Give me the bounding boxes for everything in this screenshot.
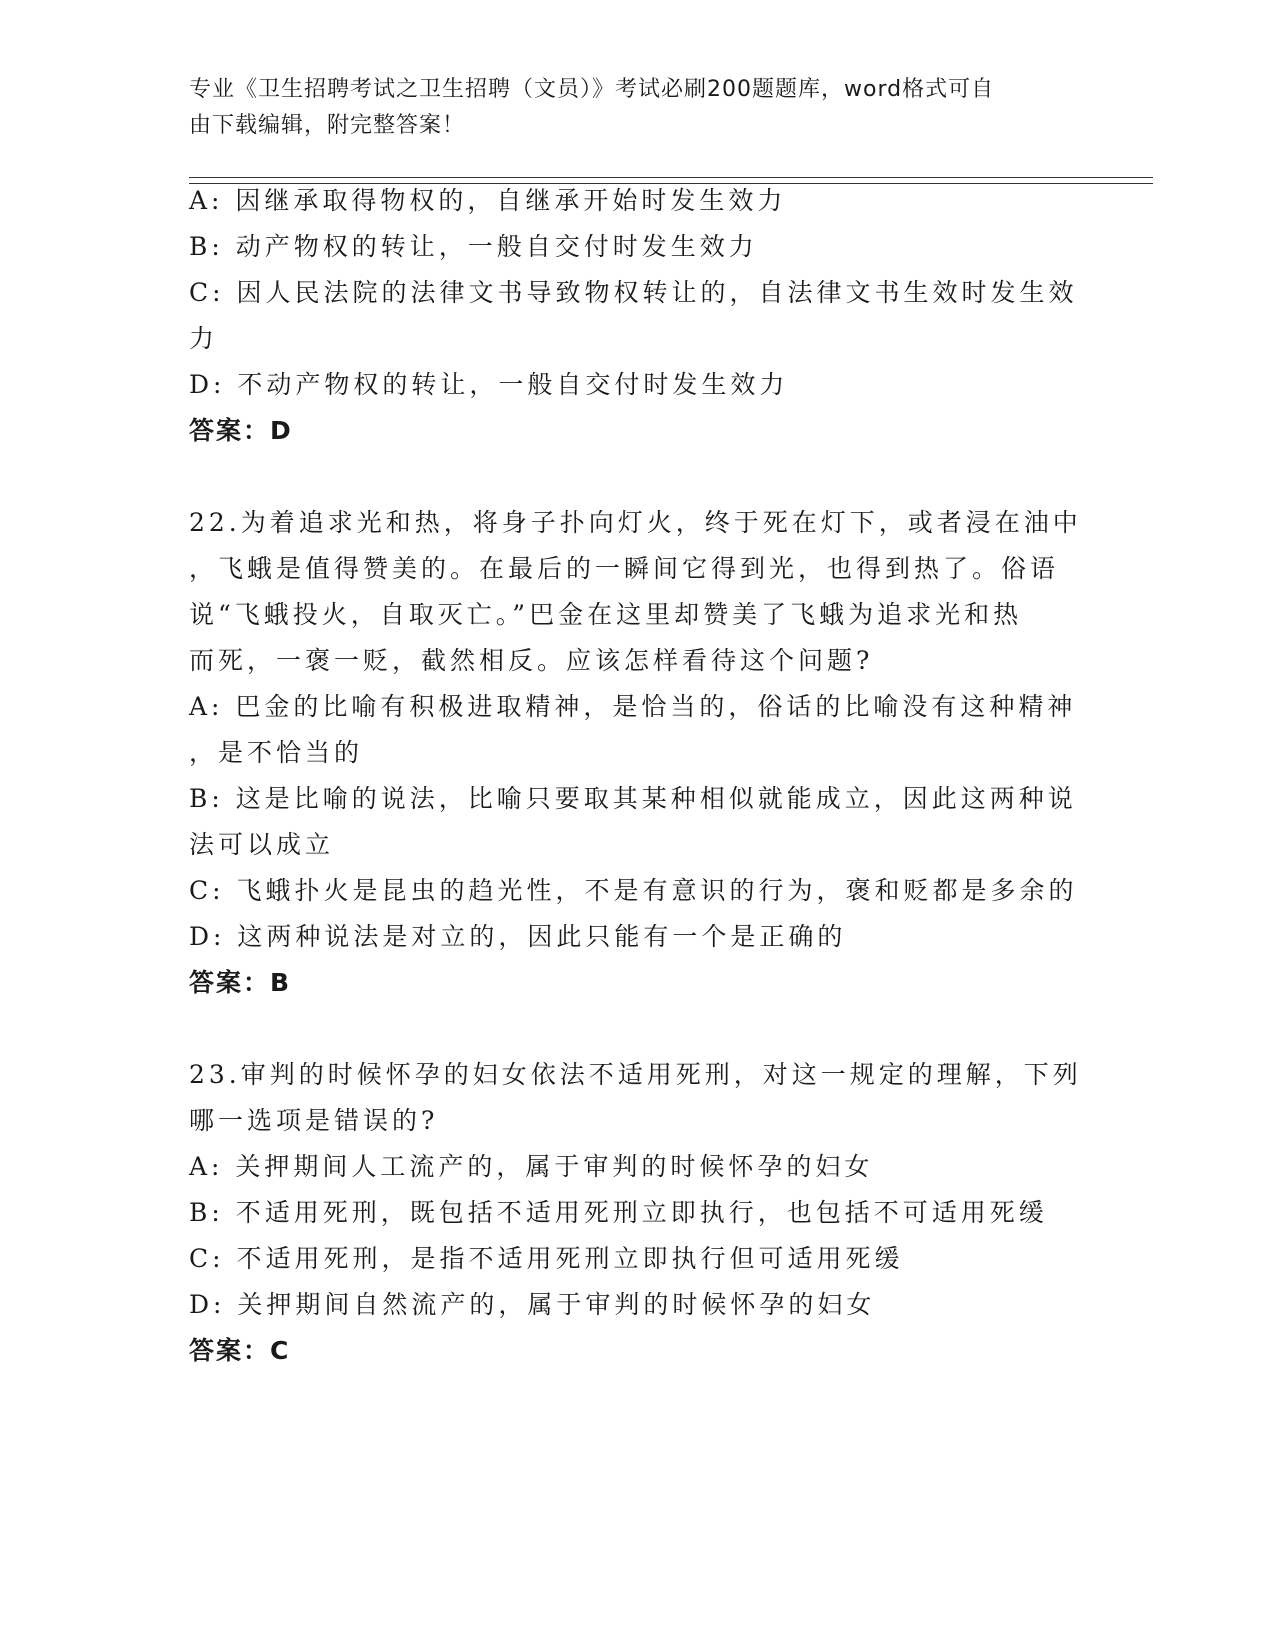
question-stem: ，飞蛾是值得赞美的。在最后的一瞬间它得到光，也得到热了。俗语 — [189, 554, 1060, 583]
question-stem: 22.为着追求光和热，将身子扑向灯火，终于死在灯下，或者浸在油中 — [189, 508, 1082, 537]
option-c: C: 不适用死刑，是指不适用死刑立即执行但可适用死缓 — [189, 1244, 904, 1273]
option-c: C: 因人民法院的法律文书导致物权转让的，自法律文书生效时发生效 — [189, 278, 1078, 307]
question-23 — [189, 1052, 1082, 1374]
option-a: A: 关押期间人工流产的，属于审判的时候怀孕的妇女 — [189, 1152, 874, 1181]
document-header — [189, 72, 1069, 144]
spacer — [189, 454, 1079, 500]
option-c: C: 飞蛾扑火是昆虫的趋光性，不是有意识的行为，褒和贬都是多余的 — [189, 876, 1078, 905]
header-line-2: 由下载编辑，附完整答案！ — [189, 113, 466, 138]
spacer — [189, 1006, 1079, 1052]
option-b-continued: 法可以成立 — [189, 830, 335, 859]
question-list — [189, 178, 1082, 1374]
question-21-continued — [189, 178, 1079, 454]
answer-line: 答案：C — [189, 1336, 291, 1365]
option-c-continued: 力 — [189, 324, 219, 353]
option-d: D: 这两种说法是对立的，因此只能有一个是正确的 — [189, 922, 847, 951]
option-b: B: 动产物权的转让，一般自交付时发生效力 — [189, 232, 758, 261]
option-b: B: 不适用死刑，既包括不适用死刑立即执行，也包括不可适用死缓 — [189, 1198, 1048, 1227]
option-d: D: 不动产物权的转让，一般自交付时发生效力 — [189, 370, 789, 399]
answer-line: 答案：D — [189, 416, 293, 445]
answer-line: 答案：B — [189, 968, 292, 997]
question-22 — [189, 500, 1082, 1006]
question-stem: 而死，一褒一贬，截然相反。应该怎样看待这个问题? — [189, 646, 874, 675]
option-a: A: 巴金的比喻有积极进取精神，是恰当的，俗话的比喻没有这种精神 — [189, 692, 1077, 721]
question-stem: 哪一选项是错误的? — [189, 1106, 439, 1135]
header-line-1: 专业《卫生招聘考试之卫生招聘（文员）》考试必刷200题题库，word格式可自 — [189, 77, 995, 102]
option-d: D: 关押期间自然流产的，属于审判的时候怀孕的妇女 — [189, 1290, 876, 1319]
option-a-continued: ，是不恰当的 — [189, 738, 364, 767]
option-a: A: 因继承取得物权的，自继承开始时发生效力 — [189, 186, 787, 215]
option-b: B: 这是比喻的说法，比喻只要取其某种相似就能成立，因此这两种说 — [189, 784, 1077, 813]
question-stem: 说“飞蛾投火，自取灭亡。”巴金在这里却赞美了飞蛾为追求光和热 — [189, 600, 1023, 629]
question-stem: 23.审判的时候怀孕的妇女依法不适用死刑，对这一规定的理解，下列 — [189, 1060, 1082, 1089]
